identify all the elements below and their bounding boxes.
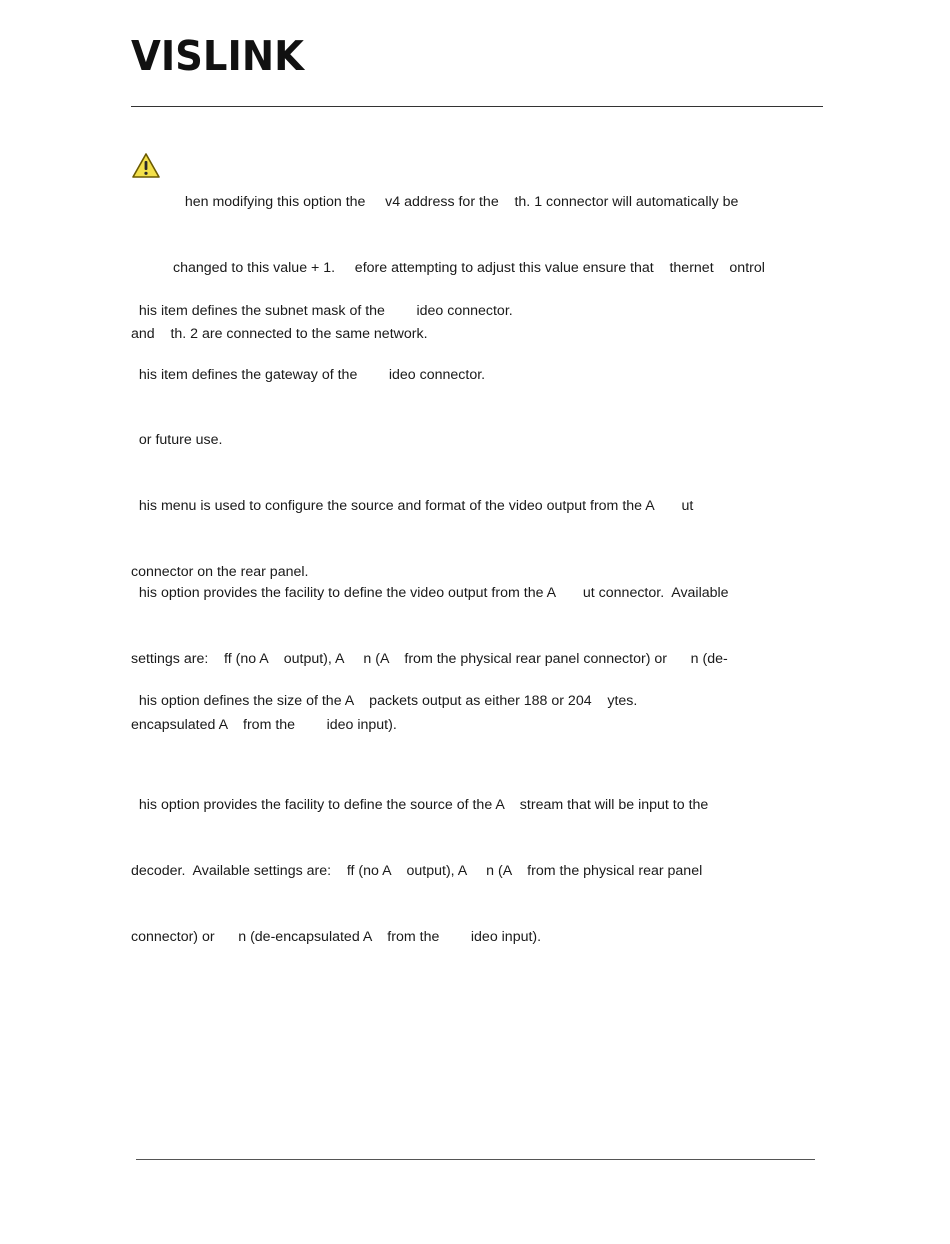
paragraph-line: his option provides the facility to define the video output from the A ut connector. Available [131,585,729,601]
warning-line: and th. 2 are connected to the same network. [131,326,428,342]
vislink-logo: VISLINK [131,32,304,80]
paragraph-line: his menu is used to configure the source and format of the video output from the A ut [131,498,694,514]
paragraph-line: his item defines the gateway of the ideo connector. [131,367,486,383]
warning-line: changed to this value + 1. efore attempting to adjust this value ensure that thernet ontrol [173,260,765,276]
paragraph-line: his item defines the subnet mask of the ideo connector. [131,303,513,319]
paragraph-line: encapsulated A from the ideo input). [131,717,397,733]
paragraph-line: his option defines the size of the A packets output as either 188 or 204 ytes. [131,693,638,709]
paragraph-line: connector on the rear panel. [131,564,309,580]
footer-divider [136,1159,815,1160]
paragraph-line: settings are: ff (no A output), A n (A from the physical rear panel connector) or n (de- [131,651,728,667]
paragraph-line: his option provides the facility to define the source of the A stream that will be input to the [131,797,709,813]
warning-line: hen modifying this option the v4 address for the th. 1 connector will automatically be [173,194,739,210]
packet-size-description [131,646,821,756]
header-divider [131,106,823,107]
paragraph-line: or future use. [131,432,223,448]
paragraph-line: connector) or n (de-encapsulated A from the ideo input). [131,929,542,945]
decoder-source-description [131,750,821,992]
paragraph-line: decoder. Available settings are: ff (no A output), A n (A from the physical rear panel [131,863,703,879]
